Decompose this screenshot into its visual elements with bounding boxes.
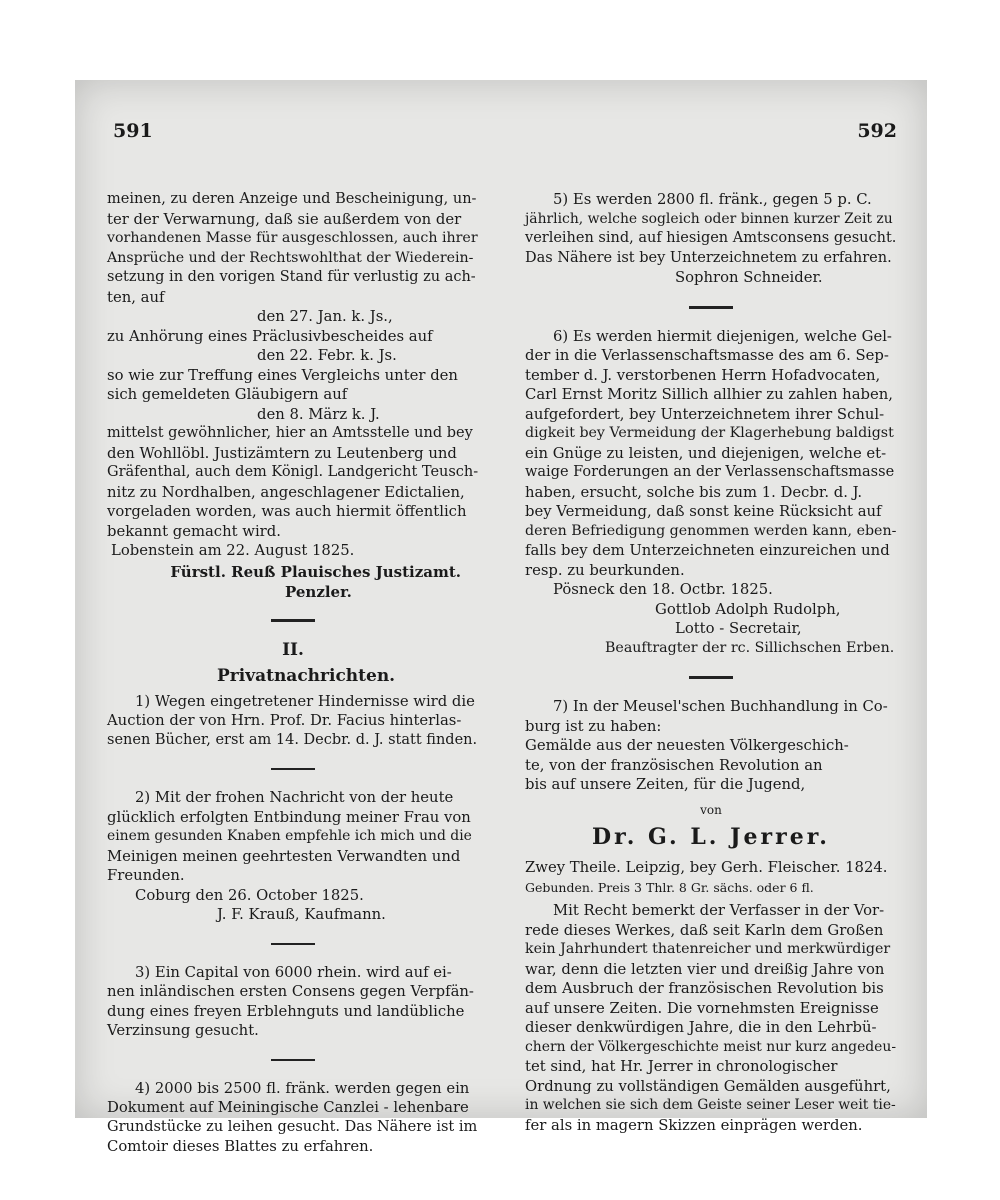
text-line: tet sind, hat Hr. Jerrer in chronologischer bbox=[525, 1058, 838, 1075]
text-line: ter der Verwarnung, daß sie außerdem von der bbox=[107, 210, 462, 228]
text-line: waige Forderungen an der Verlassenschaftsmasse bbox=[525, 464, 895, 480]
page-number-left: 591 bbox=[113, 120, 153, 142]
notice-divider bbox=[689, 676, 733, 679]
page-number-right: 592 bbox=[857, 120, 897, 142]
text-line: auf unsere Zeiten. Die vornehmsten Ereignisse bbox=[525, 999, 879, 1017]
place-date: Pösneck den 18. Octbr. 1825. bbox=[553, 581, 773, 598]
notice-divider bbox=[271, 768, 315, 770]
text-line: sich gemeldeten Gläubigern auf bbox=[107, 386, 348, 403]
text-line: so wie zur Treffung eines Vergleichs unter den bbox=[107, 366, 458, 384]
text-line: resp. zu beurkunden. bbox=[525, 561, 685, 579]
text-line: jährlich, welche sogleich oder binnen kurzer Zeit zu bbox=[525, 210, 893, 227]
notice-divider bbox=[271, 1059, 315, 1061]
text-line: 2) Mit der frohen Nachricht von der heute bbox=[135, 789, 454, 806]
text-line: aufgefordert, bey Unterzeichnetem ihrer Schul- bbox=[525, 405, 885, 423]
right-column bbox=[525, 190, 897, 1135]
text-line: zu Anhörung eines Präclusivbescheides auf bbox=[107, 327, 433, 345]
book-title bbox=[525, 736, 897, 795]
section-divider bbox=[271, 619, 315, 622]
text-line: war, denn die letzten vier und dreißig Jahre von bbox=[525, 960, 885, 978]
text-line: dieser denkwürdigen Jahre, die in den Lehrbü- bbox=[525, 1019, 877, 1036]
notice-divider bbox=[271, 943, 315, 945]
text-line: Das Nähere ist bey Unterzeichnetem zu erfahren. bbox=[525, 249, 892, 266]
price-line: Gebunden. Preis 3 Thlr. 8 Gr. sächs. oder 6 fl. bbox=[525, 879, 814, 895]
text-line: senen Bücher, erst am 14. Decbr. d. J. statt finden. bbox=[107, 731, 478, 748]
place-date: Lobenstein am 22. August 1825. bbox=[111, 542, 355, 559]
signer-title: Lotto - Secretair, bbox=[675, 620, 802, 637]
edition-info bbox=[525, 858, 897, 897]
text-line: ten, auf bbox=[107, 288, 165, 306]
text-line: vorgeladen worden, was auch hiermit öffentlich bbox=[107, 503, 467, 520]
text-line: vorhandenen Masse für ausgeschlossen, auch ihrer bbox=[107, 230, 478, 246]
intro-paragraph bbox=[107, 190, 479, 561]
notice-3 bbox=[107, 963, 479, 1041]
text-line: 5) Es werden 2800 fl. fränk., gegen 5 p. C. bbox=[553, 191, 872, 208]
text-line: verleihen sind, auf hiesigen Amtsconsens gesucht. bbox=[525, 230, 897, 246]
text-line: bey Vermeidung, daß sonst keine Rücksicht auf bbox=[525, 503, 882, 520]
text-line: fer als in magern Skizzen einprägen werden. bbox=[525, 1116, 863, 1134]
section-title: Privatnachrichten. bbox=[217, 665, 396, 686]
book-author: Dr. G. L. Jerrer. bbox=[592, 824, 830, 850]
text-line: bekannt gemacht wird. bbox=[107, 522, 281, 540]
edition-line: Zwey Theile. Leipzig, bey Gerh. Fleischer. 1824. bbox=[525, 859, 888, 876]
notice-5 bbox=[525, 190, 897, 288]
date-line: den 8. März k. J. bbox=[257, 405, 380, 423]
signer-name: J. F. Krauß, Kaufmann. bbox=[217, 906, 386, 923]
text-line: glücklich erfolgten Entbindung meiner Frau von bbox=[107, 808, 471, 826]
text-line: Ansprüche und der Rechtswohlthat der Wiederein- bbox=[107, 249, 474, 266]
text-line: kein Jahrhundert thatenreicher und merkwürdiger bbox=[525, 941, 891, 957]
text-line: dem Ausbruch der französischen Revolution bis bbox=[525, 980, 884, 997]
text-line: Gräfenthal, auch dem Königl. Landgericht Teusch- bbox=[107, 464, 479, 480]
office-signature: Fürstl. Reuß Plauisches Justizamt. bbox=[170, 562, 461, 581]
text-line: 7) In der Meusel'schen Buchhandlung in Co- bbox=[553, 698, 888, 715]
text-line: chern der Völkergeschichte meist nur kurz angedeu- bbox=[525, 1038, 897, 1055]
section-number: II. bbox=[282, 639, 304, 660]
text-line: Verzinsung gesucht. bbox=[107, 1022, 259, 1039]
text-line: nitz zu Nordhalben, angeschlagener Edictalien, bbox=[107, 483, 465, 501]
signer-name: Sophron Schneider. bbox=[675, 269, 823, 286]
text-line: Carl Ernst Moritz Sillich allhier zu zahlen haben, bbox=[525, 386, 893, 403]
date-line: den 27. Jan. k. Js., bbox=[257, 308, 393, 325]
signer-name: Penzler. bbox=[285, 582, 352, 601]
text-line: burg ist zu haben: bbox=[525, 717, 662, 735]
text-line: setzung in den vorigen Stand für verlustig zu ach- bbox=[107, 269, 476, 285]
signer-role: Beauftragter der rc. Sillichschen Erben. bbox=[605, 639, 895, 656]
text-line: Comtoir dieses Blattes zu erfahren. bbox=[107, 1138, 374, 1155]
text-line: den Wohllöbl. Justizämtern zu Leutenberg und bbox=[107, 444, 457, 462]
text-line: Meinigen meinen geehrtesten Verwandten und bbox=[107, 847, 461, 865]
text-line: Grundstücke zu leihen gesucht. Das Nähere ist im bbox=[107, 1118, 478, 1135]
text-line: rede dieses Werkes, daß seit Karln dem Großen bbox=[525, 921, 884, 939]
notice-1 bbox=[107, 692, 479, 751]
by-word: von bbox=[700, 802, 722, 817]
text-line: Freunden. bbox=[107, 867, 185, 884]
left-column bbox=[107, 190, 479, 1157]
text-line: Mit Recht bemerkt der Verfasser in der Vor- bbox=[553, 902, 885, 919]
text-line: ein Gnüge zu leisten, und diejenigen, welche et- bbox=[525, 444, 887, 462]
page-spread bbox=[105, 120, 897, 1155]
title-line: te, von der französischen Revolution an bbox=[525, 756, 823, 774]
notice-6 bbox=[525, 327, 897, 659]
notice-4 bbox=[107, 1079, 479, 1157]
text-line: Dokument auf Meiningische Canzlei - lehenbare bbox=[107, 1099, 469, 1116]
review-paragraph bbox=[525, 901, 897, 1135]
text-line: meinen, zu deren Anzeige und Bescheinigung, un- bbox=[107, 191, 477, 207]
text-line: der in die Verlassenschaftsmasse des am 6. Sep- bbox=[525, 347, 889, 364]
scanned-page bbox=[75, 80, 927, 1155]
date-line: den 22. Febr. k. Js. bbox=[257, 347, 397, 364]
text-line: haben, ersucht, solche bis zum 1. Decbr. d. J. bbox=[525, 483, 863, 501]
text-line: 6) Es werden hiermit diejenigen, welche Gel- bbox=[553, 327, 892, 345]
notice-divider bbox=[689, 306, 733, 309]
text-line: 3) Ein Capital von 6000 rhein. wird auf ei- bbox=[135, 963, 452, 981]
text-line: digkeit bey Vermeidung der Klagerhebung baldigst bbox=[525, 425, 894, 441]
text-line: mittelst gewöhnlicher, hier an Amtsstelle und bey bbox=[107, 425, 473, 441]
text-line: falls bey dem Unterzeichneten einzureichen und bbox=[525, 542, 890, 559]
text-line: Ordnung zu vollständigen Gemälden ausgeführt, bbox=[525, 1077, 891, 1095]
text-line: nen inländischen ersten Consens gegen Verpfän- bbox=[107, 983, 474, 1000]
place-date: Coburg den 26. October 1825. bbox=[135, 886, 364, 904]
text-line: dung eines freyen Erblehnguts und landübliche bbox=[107, 1002, 465, 1020]
text-line: in welchen sie sich dem Geiste seiner Leser weit tie- bbox=[525, 1097, 896, 1113]
text-line: einem gesunden Knaben empfehle ich mich und die bbox=[107, 828, 472, 844]
title-line: Gemälde aus der neuesten Völkergeschich- bbox=[525, 737, 849, 754]
text-line: 4) 2000 bis 2500 fl. fränk. werden gegen ein bbox=[135, 1079, 470, 1097]
text-line: tember d. J. verstorbenen Herrn Hofadvocaten, bbox=[525, 366, 881, 384]
text-line: 1) Wegen eingetretener Hindernisse wird die bbox=[135, 692, 475, 710]
signer-name: Gottlob Adolph Rudolph, bbox=[655, 600, 841, 618]
text-line: Auction der von Hrn. Prof. Dr. Facius hinterlas- bbox=[107, 712, 462, 729]
notice-2 bbox=[107, 788, 479, 925]
title-line: bis auf unsere Zeiten, für die Jugend, bbox=[525, 776, 806, 793]
text-line: deren Befriedigung genommen werden kann, eben- bbox=[525, 522, 897, 539]
notice-7 bbox=[525, 697, 897, 736]
